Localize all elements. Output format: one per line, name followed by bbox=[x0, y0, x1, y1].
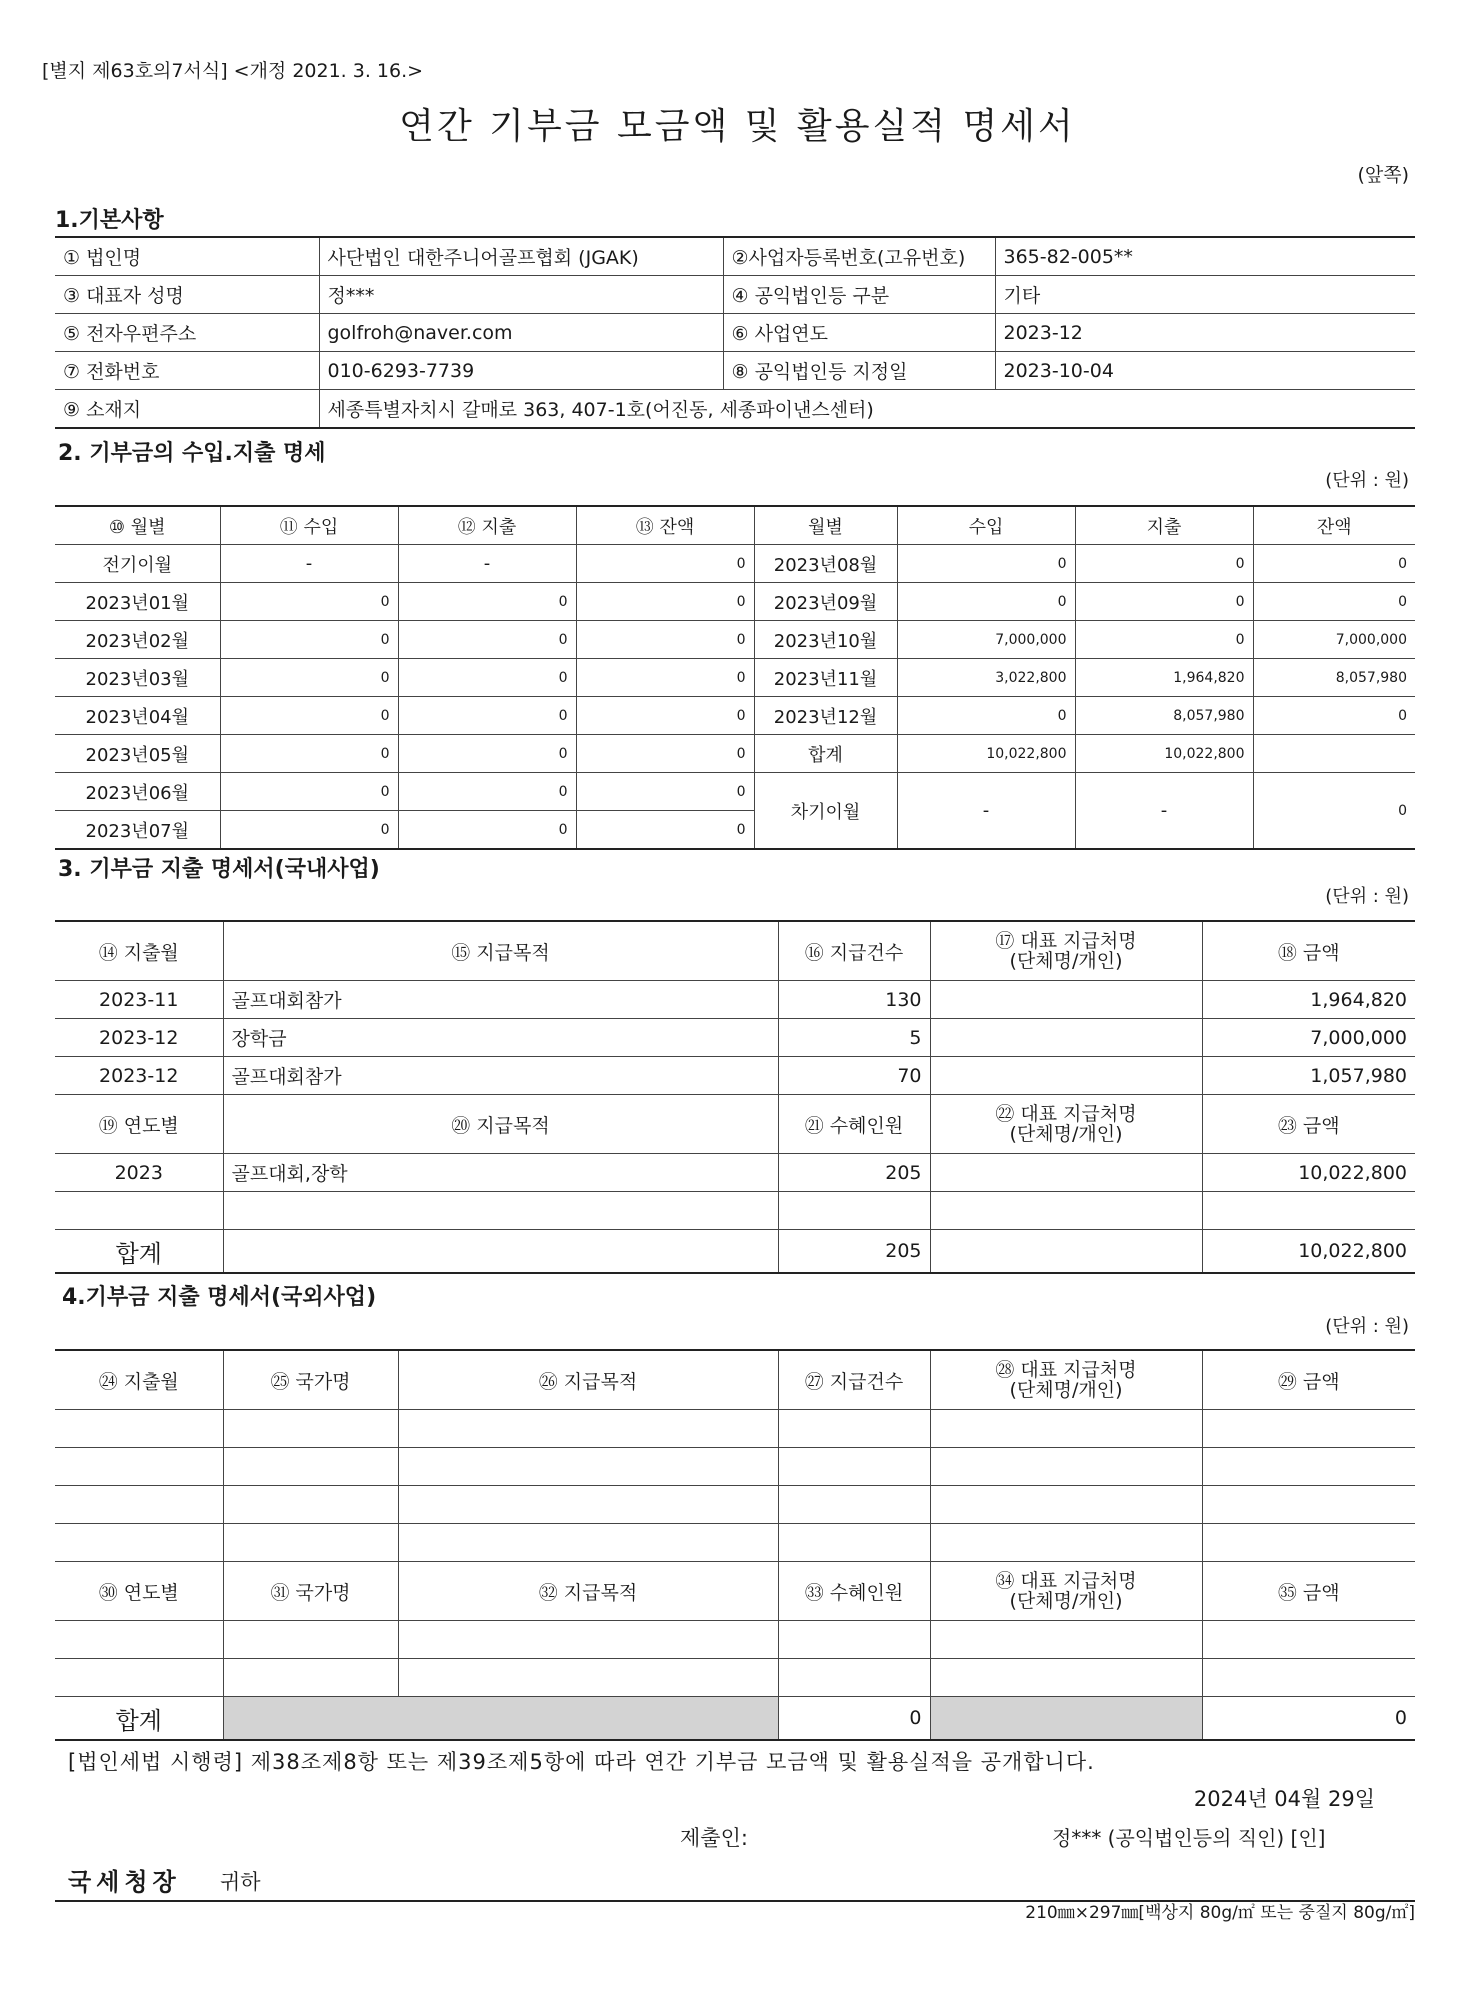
col-header: ㉘ 대표 지급처명 (단체명/개인) bbox=[930, 1350, 1202, 1410]
label: ⑧ 공익법인등 지정일 bbox=[723, 352, 995, 390]
cell: 0 bbox=[220, 773, 398, 811]
cell bbox=[223, 1230, 778, 1274]
table-row bbox=[55, 697, 1415, 735]
col-header: ⑪ 수입 bbox=[220, 506, 398, 545]
cell: 2023년01월 bbox=[55, 583, 220, 621]
section-3-heading: 3. 기부금 지출 명세서(국내사업) bbox=[58, 857, 380, 882]
page-title: 연간 기부금 모금액 및 활용실적 명세서 bbox=[399, 106, 1076, 147]
cell: 0 bbox=[398, 811, 576, 850]
col-header: ㉝ 수혜인원 bbox=[778, 1562, 930, 1621]
col-header: ⑫ 지출 bbox=[398, 506, 576, 545]
cell: 0 bbox=[398, 697, 576, 735]
cell: 2023-12 bbox=[55, 1057, 223, 1095]
basic-info-table bbox=[55, 236, 1415, 429]
cell: 0 bbox=[576, 773, 754, 811]
cell bbox=[1253, 735, 1415, 773]
cell: - bbox=[897, 773, 1075, 850]
label: ④ 공익법인등 구분 bbox=[723, 276, 995, 314]
cell: 0 bbox=[778, 1697, 930, 1741]
total-row bbox=[55, 1697, 1415, 1741]
honorific: 귀하 bbox=[220, 1870, 261, 1894]
value: 365-82-005** bbox=[995, 237, 1415, 276]
col-header: 잔액 bbox=[1253, 506, 1415, 545]
cell: 0 bbox=[897, 697, 1075, 735]
cell: 0 bbox=[398, 583, 576, 621]
value: 2023-10-04 bbox=[995, 352, 1415, 390]
income-expense-table bbox=[55, 505, 1415, 850]
col-header: ㉓ 금액 bbox=[1202, 1095, 1415, 1154]
table-row bbox=[55, 1486, 1415, 1524]
info-row bbox=[55, 352, 1415, 390]
label: ⑦ 전화번호 bbox=[55, 352, 319, 390]
cell: 2023년12월 bbox=[754, 697, 897, 735]
cell: 2023-12 bbox=[55, 1019, 223, 1057]
cell: 0 bbox=[576, 659, 754, 697]
paper-spec: 210㎜×297㎜[백상지 80g/㎡ 또는 중질지 80g/㎡] bbox=[1025, 1903, 1415, 1923]
foreign-expense-table bbox=[55, 1349, 1415, 1741]
cell: 1,964,820 bbox=[1075, 659, 1253, 697]
form-number: [별지 제63호의7서식] <개정 2021. 3. 16.> bbox=[42, 60, 424, 82]
side-label: (앞쪽) bbox=[1357, 164, 1409, 186]
col-header: ㉔ 지출월 bbox=[55, 1350, 223, 1410]
col-header: ⑩ 월별 bbox=[55, 506, 220, 545]
cell: 10,022,800 bbox=[1202, 1230, 1415, 1274]
cell: 0 bbox=[220, 583, 398, 621]
cell bbox=[1202, 1192, 1415, 1230]
label: ⑨ 소재지 bbox=[63, 399, 142, 421]
col-header: 수입 bbox=[897, 506, 1075, 545]
cell: 0 bbox=[1253, 697, 1415, 735]
cell: 0 bbox=[1075, 545, 1253, 583]
cell bbox=[930, 1192, 1202, 1230]
info-row bbox=[55, 237, 1415, 276]
cell: 골프대회,장학 bbox=[223, 1154, 778, 1192]
table-row bbox=[55, 1154, 1415, 1192]
cell: 0 bbox=[897, 545, 1075, 583]
cell: 2023 bbox=[55, 1154, 223, 1192]
section-4-heading: 4.기부금 지출 명세서(국외사업) bbox=[62, 1285, 377, 1310]
disclosure-note: [법인세법 시행령] 제38조제8항 또는 제39조제5항에 따라 연간 기부금 모금액 및 활용실적을 공개합니다. bbox=[68, 1750, 1095, 1774]
shaded-cell bbox=[930, 1697, 1202, 1741]
unit-label: (단위 : 원) bbox=[1325, 886, 1409, 907]
table-row bbox=[55, 1410, 1415, 1448]
carry-label: 차기이월 bbox=[754, 773, 897, 850]
cell: 0 bbox=[576, 583, 754, 621]
col-header: ⑬ 잔액 bbox=[576, 506, 754, 545]
cell: 8,057,980 bbox=[1075, 697, 1253, 735]
label: ③ 대표자 성명 bbox=[55, 276, 319, 314]
cell: 2023년06월 bbox=[55, 773, 220, 811]
cell: 8,057,980 bbox=[1253, 659, 1415, 697]
cell: 0 bbox=[1075, 583, 1253, 621]
cell: 1,057,980 bbox=[1202, 1057, 1415, 1095]
cell: 0 bbox=[398, 621, 576, 659]
cell: 2023년05월 bbox=[55, 735, 220, 773]
table-header bbox=[55, 921, 1415, 981]
total-label: 합계 bbox=[55, 1230, 223, 1274]
value: golfroh@naver.com bbox=[319, 314, 723, 352]
cell: 골프대회참가 bbox=[223, 1057, 778, 1095]
value: 2023-12 bbox=[995, 314, 1415, 352]
cell: - bbox=[398, 545, 576, 583]
cell: 2023년07월 bbox=[55, 811, 220, 850]
total-label: 합계 bbox=[754, 735, 897, 773]
cell bbox=[778, 1192, 930, 1230]
col-header: ㉗ 지급건수 bbox=[778, 1350, 930, 1410]
value: 정*** bbox=[319, 276, 723, 314]
cell: 전기이월 bbox=[55, 545, 220, 583]
col-header: ㉙ 금액 bbox=[1202, 1350, 1415, 1410]
table-row bbox=[55, 1192, 1415, 1230]
section-2-heading: 2. 기부금의 수입.지출 명세 bbox=[58, 441, 326, 466]
table-row bbox=[55, 1448, 1415, 1486]
col-header: ⑱ 금액 bbox=[1202, 921, 1415, 981]
total-row bbox=[55, 1230, 1415, 1274]
col-header: ㉕ 국가명 bbox=[223, 1350, 398, 1410]
submission-date: 2024년 04월 29일 bbox=[1193, 1787, 1375, 1811]
cell: 7,000,000 bbox=[897, 621, 1075, 659]
cell: 0 bbox=[576, 621, 754, 659]
cell: 2023년04월 bbox=[55, 697, 220, 735]
info-row bbox=[55, 276, 1415, 314]
col-header: ㉜ 지급목적 bbox=[398, 1562, 778, 1621]
table-row bbox=[55, 981, 1415, 1019]
cell: 2023년08월 bbox=[754, 545, 897, 583]
cell: 0 bbox=[1075, 621, 1253, 659]
shaded-cell bbox=[223, 1697, 778, 1741]
table-row bbox=[55, 1524, 1415, 1562]
value: 기타 bbox=[995, 276, 1415, 314]
label: ⑤ 전자우편주소 bbox=[55, 314, 319, 352]
col-header: ㉛ 국가명 bbox=[223, 1562, 398, 1621]
info-row bbox=[55, 390, 1415, 429]
section-1-heading: 1.기본사항 bbox=[55, 208, 164, 233]
cell: 130 bbox=[778, 981, 930, 1019]
table-header bbox=[55, 506, 1415, 545]
signer: 정*** (공익법인등의 직인) [인] bbox=[1052, 1826, 1326, 1850]
cell: 0 bbox=[220, 621, 398, 659]
cell: 0 bbox=[1202, 1697, 1415, 1741]
cell: 2023년11월 bbox=[754, 659, 897, 697]
cell: 0 bbox=[1253, 773, 1415, 850]
col-header: 지출 bbox=[1075, 506, 1253, 545]
cell bbox=[930, 1057, 1202, 1095]
domestic-expense-table bbox=[55, 920, 1415, 1274]
total-label: 합계 bbox=[55, 1697, 223, 1741]
col-header: ⑮ 지급목적 bbox=[223, 921, 778, 981]
col-header: ㉚ 연도별 bbox=[55, 1562, 223, 1621]
table-row bbox=[55, 583, 1415, 621]
info-row bbox=[55, 314, 1415, 352]
cell: 2023-11 bbox=[55, 981, 223, 1019]
table-row bbox=[55, 1659, 1415, 1697]
cell: 0 bbox=[897, 583, 1075, 621]
table-header bbox=[55, 1562, 1415, 1621]
cell: 10,022,800 bbox=[1202, 1154, 1415, 1192]
col-header: ⑳ 지급목적 bbox=[223, 1095, 778, 1154]
col-header: ㉟ 금액 bbox=[1202, 1562, 1415, 1621]
label: ②사업자등록번호(고유번호) bbox=[723, 237, 995, 276]
cell bbox=[223, 1192, 778, 1230]
cell: 0 bbox=[576, 735, 754, 773]
table-row bbox=[55, 621, 1415, 659]
cell: - bbox=[1075, 773, 1253, 850]
table-header bbox=[55, 1095, 1415, 1154]
cell: 10,022,800 bbox=[1075, 735, 1253, 773]
cell bbox=[930, 1230, 1202, 1274]
col-header: ㉑ 수혜인원 bbox=[778, 1095, 930, 1154]
col-header: ⑰ 대표 지급처명 (단체명/개인) bbox=[930, 921, 1202, 981]
cell: 70 bbox=[778, 1057, 930, 1095]
cell bbox=[930, 1019, 1202, 1057]
table-row bbox=[55, 1621, 1415, 1659]
cell bbox=[930, 1154, 1202, 1192]
table-row bbox=[55, 773, 1415, 811]
cell: 205 bbox=[778, 1154, 930, 1192]
cell: 3,022,800 bbox=[897, 659, 1075, 697]
value: 세종특별자치시 갈매로 363, 407-1호(어진동, 세종파이낸스센터) bbox=[319, 390, 1415, 429]
cell: 0 bbox=[1253, 545, 1415, 583]
value: 사단법인 대한주니어골프협회 (JGAK) bbox=[319, 237, 723, 276]
cell: 0 bbox=[398, 773, 576, 811]
cell: 2023년03월 bbox=[55, 659, 220, 697]
cell: 205 bbox=[778, 1230, 930, 1274]
cell: 1,964,820 bbox=[1202, 981, 1415, 1019]
cell: 2023년10월 bbox=[754, 621, 897, 659]
cell: 0 bbox=[220, 697, 398, 735]
cell: 5 bbox=[778, 1019, 930, 1057]
submitter-label: 제출인: bbox=[680, 1826, 748, 1850]
table-row bbox=[55, 659, 1415, 697]
cell: 0 bbox=[220, 659, 398, 697]
cell: 7,000,000 bbox=[1202, 1019, 1415, 1057]
value: 010-6293-7739 bbox=[319, 352, 723, 390]
cell: 장학금 bbox=[223, 1019, 778, 1057]
col-header: ㉞ 대표 지급처명 (단체명/개인) bbox=[930, 1562, 1202, 1621]
cell: 0 bbox=[220, 735, 398, 773]
table-row bbox=[55, 1057, 1415, 1095]
table-header bbox=[55, 1350, 1415, 1410]
cell: 2023년02월 bbox=[55, 621, 220, 659]
cell: 2023년09월 bbox=[754, 583, 897, 621]
table-row bbox=[55, 545, 1415, 583]
col-header: ㉖ 지급목적 bbox=[398, 1350, 778, 1410]
cell: 7,000,000 bbox=[1253, 621, 1415, 659]
table-row bbox=[55, 1019, 1415, 1057]
cell: 10,022,800 bbox=[897, 735, 1075, 773]
cell bbox=[55, 1192, 223, 1230]
col-header: ⑲ 연도별 bbox=[55, 1095, 223, 1154]
cell: 0 bbox=[1253, 583, 1415, 621]
col-header: ㉒ 대표 지급처명 (단체명/개인) bbox=[930, 1095, 1202, 1154]
cell: 0 bbox=[576, 545, 754, 583]
cell: 골프대회참가 bbox=[223, 981, 778, 1019]
unit-label: (단위 : 원) bbox=[1325, 470, 1409, 491]
cell: - bbox=[220, 545, 398, 583]
cell: 0 bbox=[220, 811, 398, 850]
cell: 0 bbox=[576, 811, 754, 850]
table-row bbox=[55, 735, 1415, 773]
cell: 0 bbox=[398, 659, 576, 697]
label: ① 법인명 bbox=[55, 237, 319, 276]
recipient: 국세청장 bbox=[68, 1868, 181, 1896]
col-header: ⑯ 지급건수 bbox=[778, 921, 930, 981]
label: ⑥ 사업연도 bbox=[723, 314, 995, 352]
unit-label: (단위 : 원) bbox=[1325, 1316, 1409, 1337]
col-header: 월별 bbox=[754, 506, 897, 545]
cell: 0 bbox=[398, 735, 576, 773]
col-header: ⑭ 지출월 bbox=[55, 921, 223, 981]
cell bbox=[930, 981, 1202, 1019]
cell: 0 bbox=[576, 697, 754, 735]
